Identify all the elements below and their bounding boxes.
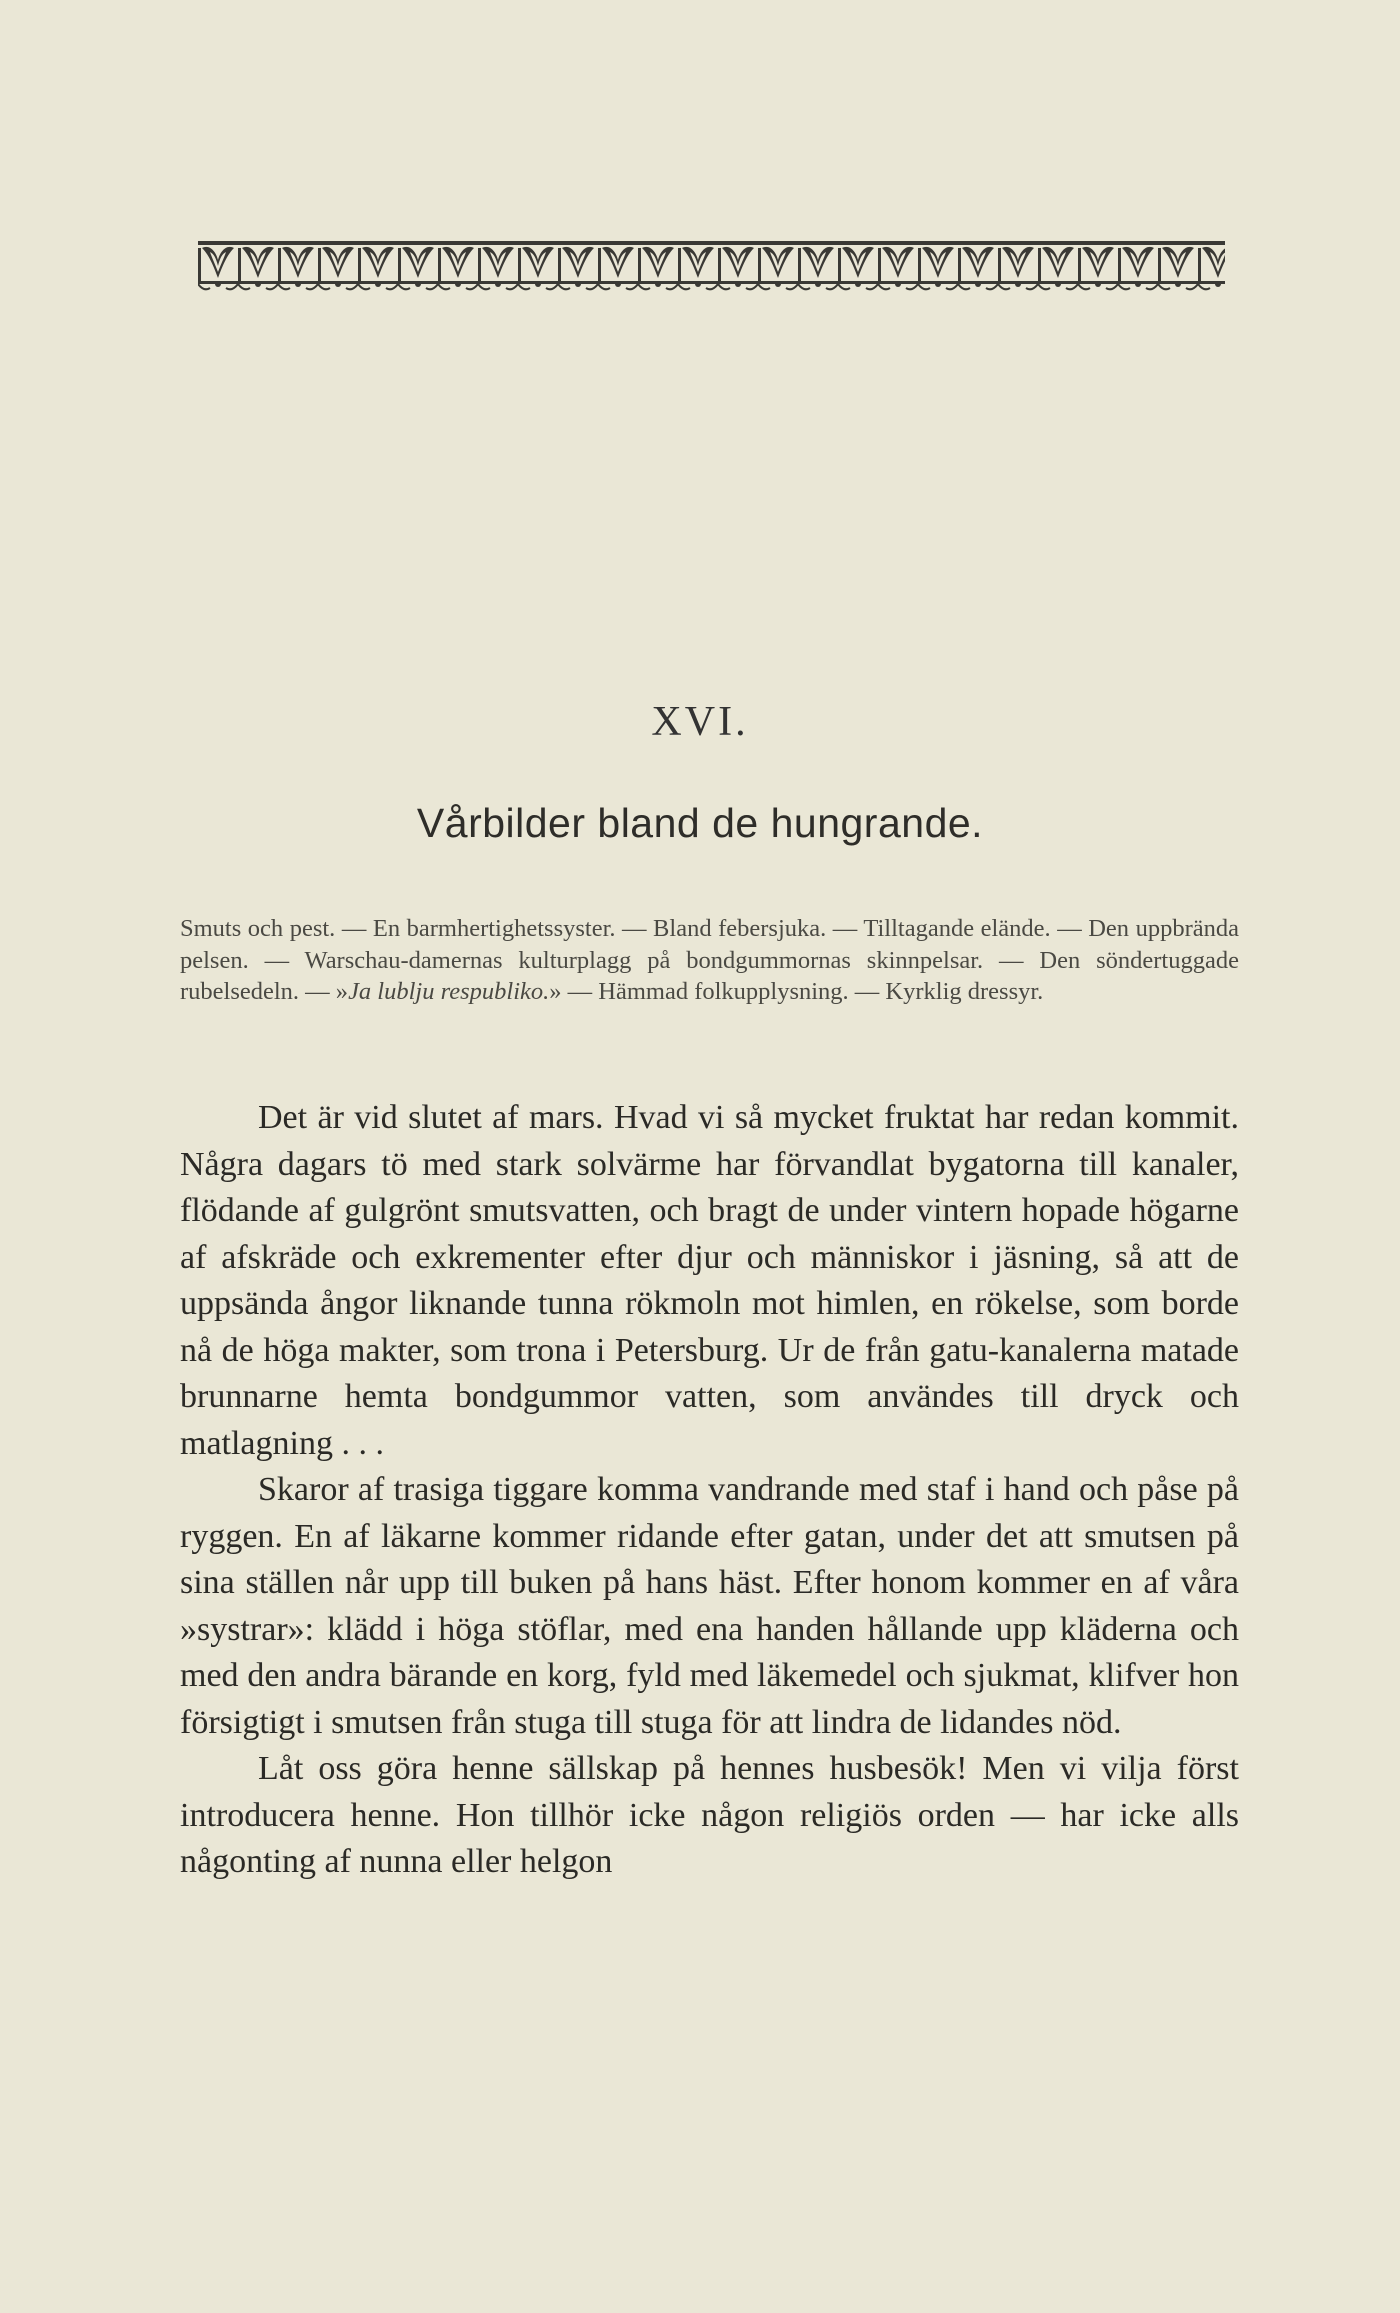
paragraph: Skaror af trasiga tiggare komma vandrande med staf i hand och påse på ryggen. En af läkarne kommer ridande efter gatan, under det att smutsen på sina ställen når upp till buken på hans häst. Efter honom kommer en af våra »systrar»: klädd i höga stöflar, med ena handen hållande upp kläderna och med den andra bärande en korg, fyld med läkemedel och sjukmat, klifver hon försigtigt i smutsen från stuga till stuga för att lindra de lidandes nöd.	[180, 1471, 1239, 1741]
chapter-summary	[180, 913, 1239, 1008]
chapter-title: Vårbilder bland de hungrande.	[416, 800, 984, 846]
summary-italic-quote: Ja lublju respubliko.	[348, 978, 550, 1005]
paragraph: Det är vid slutet af mars. Hvad vi så mycket fruktat har redan kommit. Några dagars tö med stark solvärme har förvandlat bygatorna till kanaler, flödande af gulgrönt smutsvatten, och bragt de under vintern hopade högarne af afskräde och exkrementer efter djur och människor i jäsning, så att de uppsända ångor liknande tunna rökmoln mot himlen, en rökelse, som borde nå de höga makter, som trona i Petersburg. Ur de från gatu-kanalerna matade brunnarne hemta bondgummor vatten, som användes till dryck och matlagning . . .	[180, 1099, 1239, 1462]
paragraph: Låt oss göra henne sällskap på hennes husbesök! Men vi vilja först introducera henne. Hon tillhör icke någon religiös orden — har icke alls någonting af nunna eller helgon	[180, 1750, 1239, 1880]
summary-text: Smuts och pest. — En barmhertighetssyster. — Bland febersjuka. — Tilltagande elände. — Den uppbrända pelsen. — Warschau-damernas kulturplagg på bondgummornas skinnpelsar. — Den söndertuggade rubelsedeln. — »	[180, 915, 1239, 1005]
decorative-border-ornament	[198, 238, 1225, 296]
body-text	[180, 1095, 1239, 1886]
chapter-number: XVI.	[651, 699, 749, 745]
summary-text-end: » — Hämmad folkupplysning. — Kyrklig dressyr.	[549, 978, 1044, 1005]
